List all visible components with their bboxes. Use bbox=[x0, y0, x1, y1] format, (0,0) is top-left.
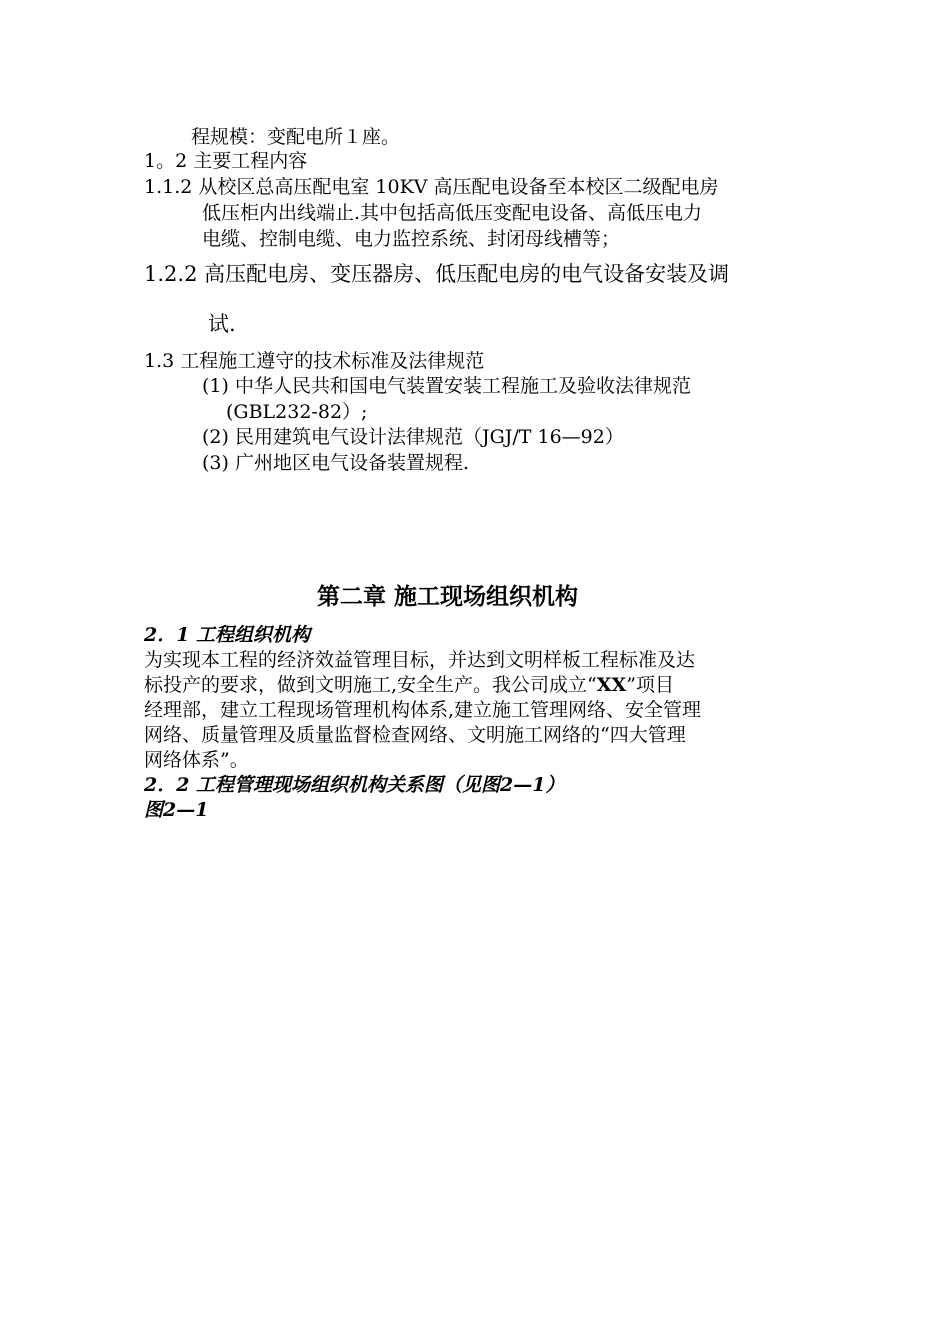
standard-1-line-1: (1) 中华人民共和国电气装置安装工程施工及验收法律规范 bbox=[202, 375, 691, 397]
standard-3: (3) 广州地区电气设备装置规程. bbox=[202, 452, 469, 474]
section-1-2-heading: 1。2 主要工程内容 bbox=[144, 150, 308, 172]
section-1-3-heading: 1.3 工程施工遵守的技术标准及法律规范 bbox=[144, 350, 485, 372]
project-name-placeholder: XX bbox=[596, 674, 627, 696]
paragraph-line-4: 网络、质量管理及质量监督检查网络、文明施工网络的“四大管理 bbox=[144, 724, 686, 746]
item-1-1-2-line-1: 1.1.2 从校区总高压配电室 10KV 高压配电设备至本校区二级配电房 bbox=[144, 176, 719, 198]
project-scale-line: 程规模：变配电所１座。 bbox=[191, 126, 401, 148]
item-1-2-2-line-1: 1.2.2 高压配电房、变压器房、低压配电房的电气设备安装及调 bbox=[144, 262, 730, 286]
chapter-2-title: 第二章 施工现场组织机构 bbox=[317, 584, 579, 610]
paragraph-line-3: 经理部，建立工程现场管理机构体系,建立施工管理网络、安全管理 bbox=[144, 699, 702, 721]
paragraph-line-2-end: ”项目 bbox=[626, 674, 674, 696]
paragraph-line-2-start: 标投产的要求，做到文明施工,安全生产。我公司成立“ bbox=[144, 674, 597, 696]
standard-1-line-2: (GBL232-82）; bbox=[226, 401, 368, 423]
paragraph-line-5: 网络体系”。 bbox=[144, 749, 249, 771]
item-1-1-2-line-3: 电缆、控制电缆、电力监控系统、封闭母线槽等； bbox=[202, 228, 621, 250]
paragraph-line-1: 为实现本工程的经济效益管理目标，并达到文明样板工程标准及达 bbox=[144, 649, 696, 671]
paragraph-line-2 bbox=[144, 672, 674, 698]
item-1-1-2-line-2: 低压柜内出线端止.其中包括高低压变配电设备、高低压电力 bbox=[202, 202, 703, 224]
figure-label: 图2—1 bbox=[144, 799, 209, 821]
section-2-2-heading: 2．2 工程管理现场组织机构关系图（见图2—1） bbox=[144, 774, 565, 796]
item-1-2-2-line-2: 试. bbox=[208, 312, 236, 336]
section-2-1-heading: 2．1 工程组织机构 bbox=[144, 624, 311, 646]
standard-2: (2) 民用建筑电气设计法律规范（JGJ/T 16—92） bbox=[202, 426, 624, 448]
